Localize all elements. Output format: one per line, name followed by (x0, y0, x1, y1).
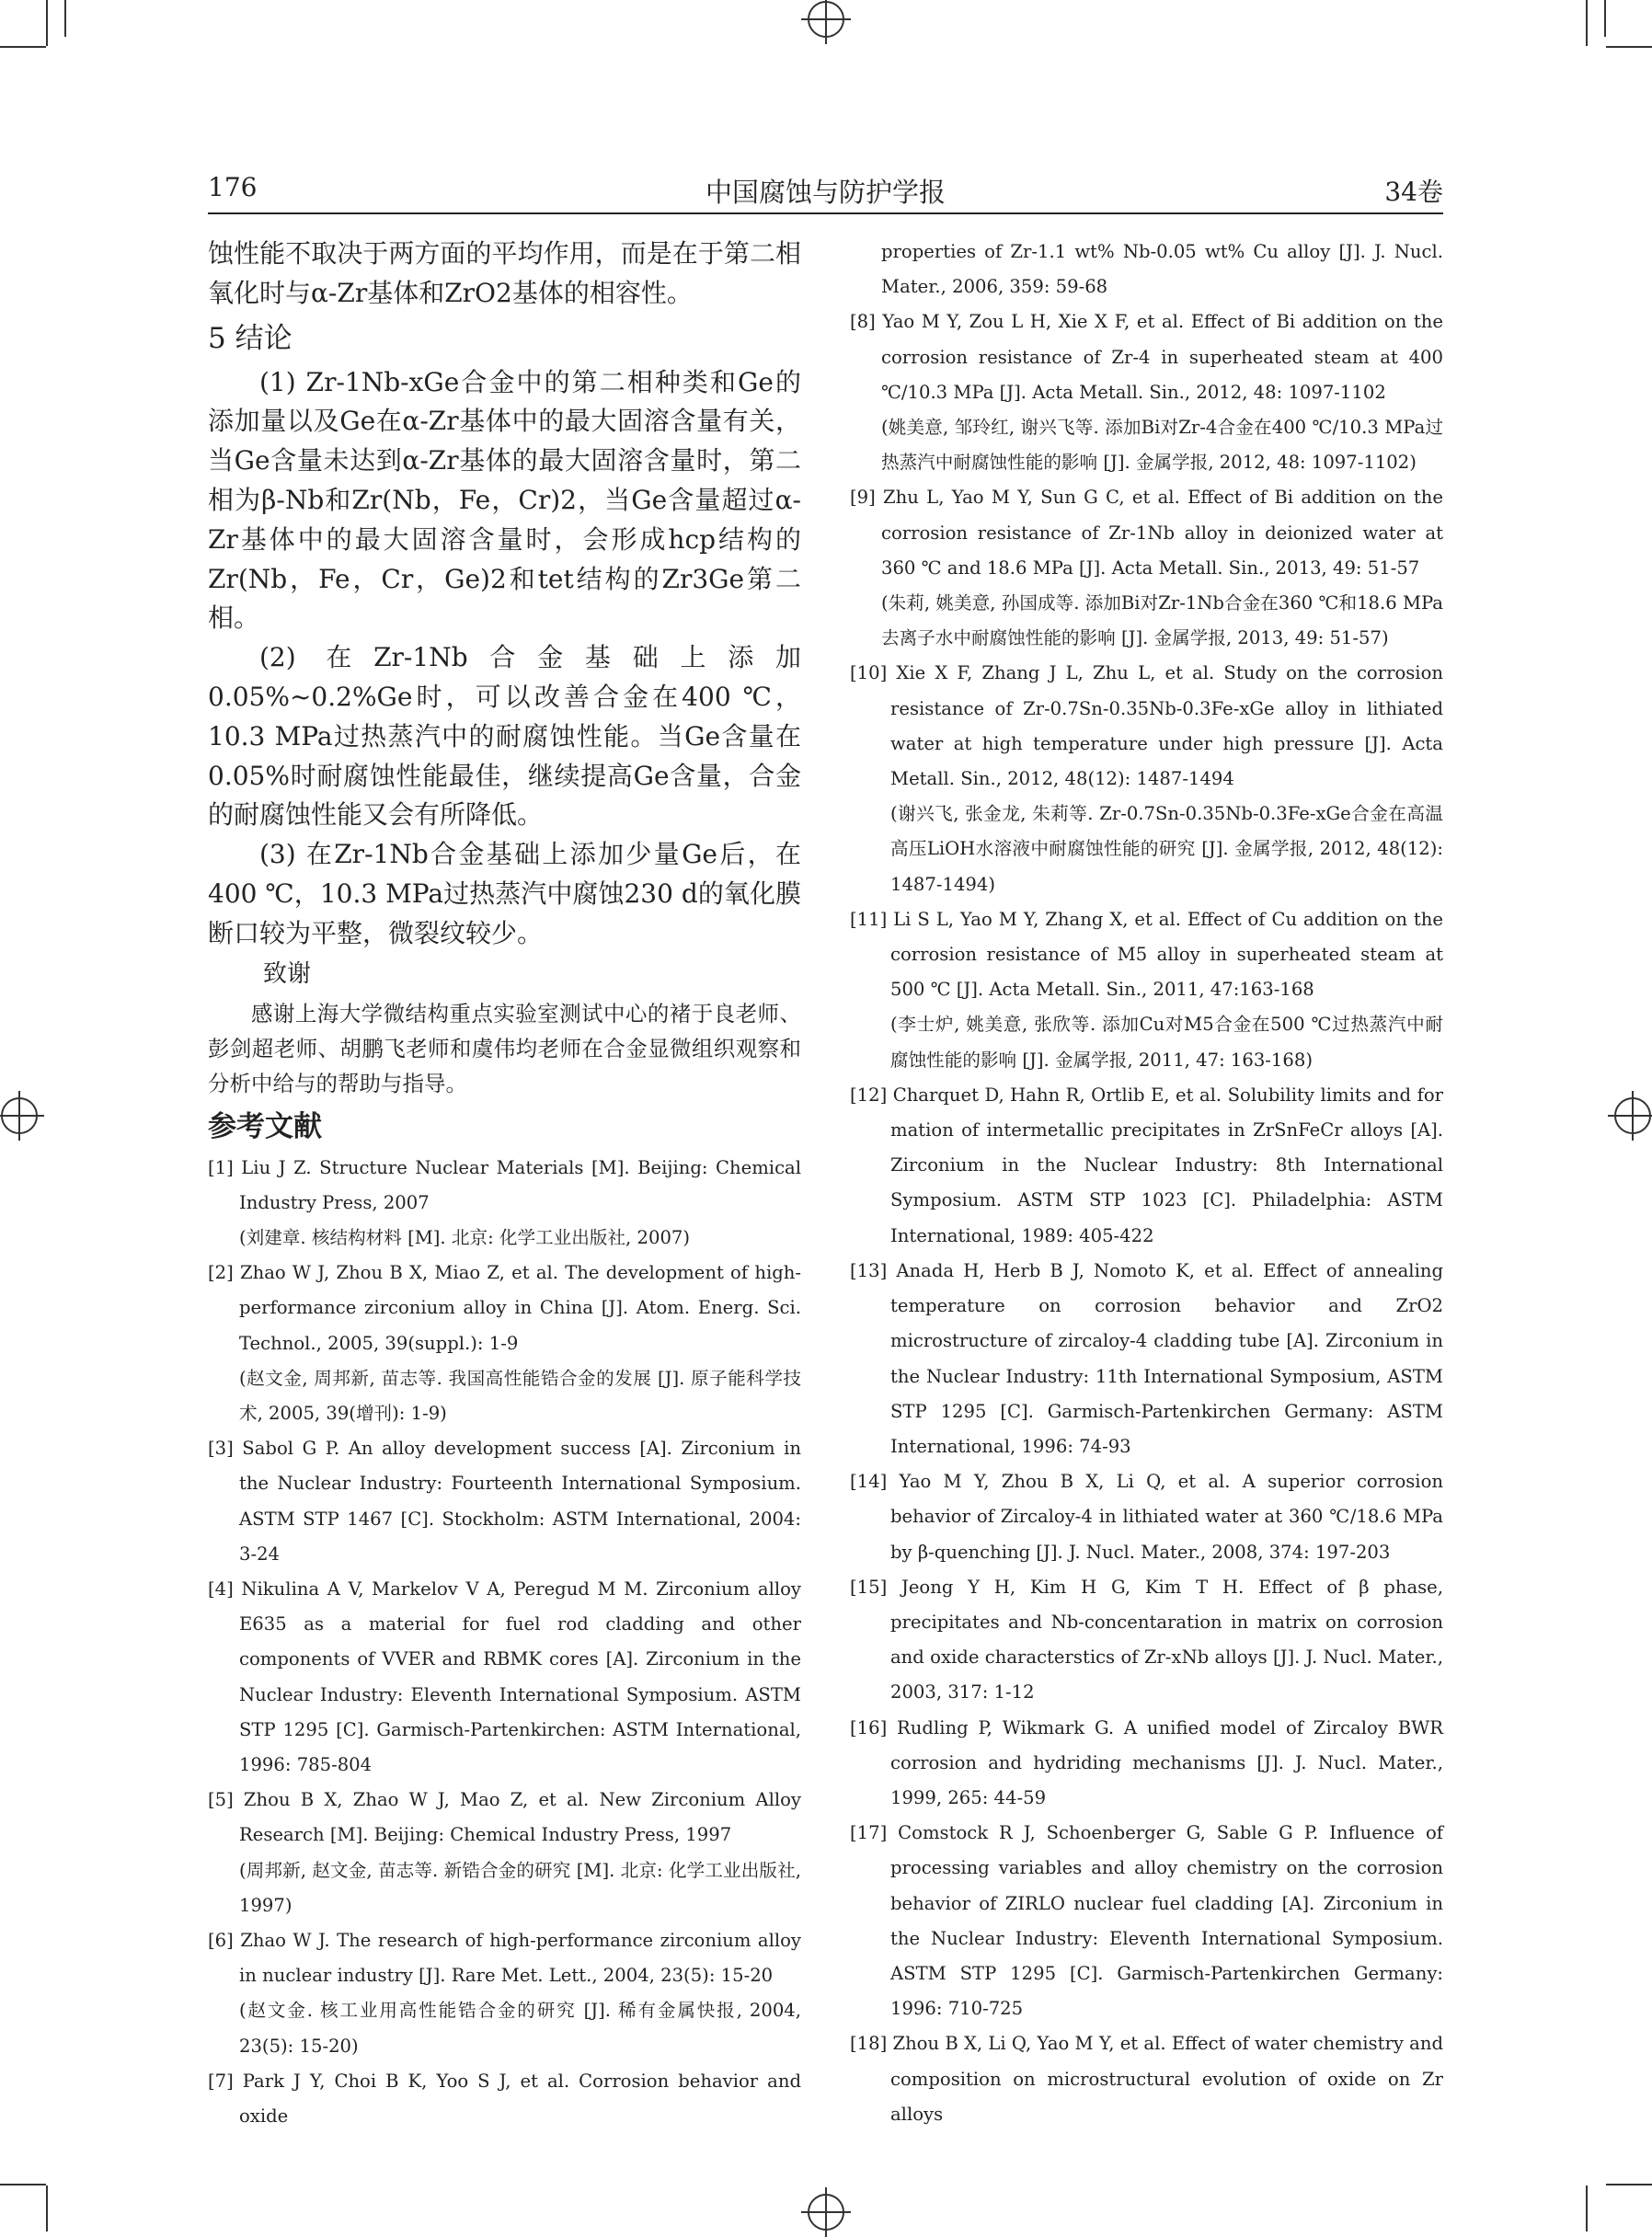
reference-item: [15] Jeong Y H, Kim H G, Kim T H. Effect of β phase, precipitates and Nb-concentaration in matrix on corrosion and oxide characterstics of Zr-xNb alloys [J]. J. Nucl. Mater., 2003, 317: 1-12 (850, 1576, 1443, 1704)
registration-mark-icon (1608, 1091, 1652, 1141)
running-header (208, 168, 1443, 214)
reference-item: [2] Zhao W J, Zhou B X, Miao Z, et al. The development of high-performance zirconium alloy in China [J]. Atom. Energ. Sci. Technol., 2005, 39(suppl.): 1-9 (赵文金, 周邦新, 苗志等. 我国高性能锆合金的发展 [J]. 原子能科学技术, 2005, 39(增刊): 1-9) (208, 1262, 801, 1424)
crop-mark (1606, 2184, 1652, 2185)
conclusion-item: (1) Zr-1Nb-xGe合金中的第二相种类和Ge的添加量以及Ge在α-Zr基体中的最大固溶含量有关，当Ge含量未达到α-Zr基体的最大固溶含量时，第二相为β-Nb和Zr(Nb，Fe，Cr)2，当Ge含量超过α-Zr基体中的最大固溶含量时，会形成hcp结构的Zr(Nb，Fe，Cr，Ge)2和tet结构的Zr3Ge第二相。 (208, 366, 801, 634)
registration-mark-icon (801, 2187, 851, 2237)
crop-mark (46, 0, 48, 46)
intro-paragraph: 蚀性能不取决于两方面的平均作用，而是在于第二相氧化时与α-Zr基体和ZrO2基体的相容性。 (208, 238, 801, 308)
reference-item: [16] Rudling P, Wikmark G. A unified model of Zircaloy BWR corrosion and hydriding mechanisms [J]. J. Nucl. Mater., 1999, 265: 44-59 (850, 1716, 1443, 1808)
page-number: 176 (208, 172, 258, 202)
left-column (208, 235, 801, 2134)
reference-item: [12] Charquet D, Hahn R, Ortlib E, et al. Solubility limits and for mation of intermetallic precipitates in ZrSnFeCr alloys [A]. Zirconium in the Nuclear Industry: 8th International Symposium. ASTM STP 1023 [C]. Philadelphia: ASTM International, 1989: 405-422 (850, 1084, 1443, 1246)
reference-item: [7] Park J Y, Choi B K, Yoo S J, et al. Corrosion behavior and oxide (208, 2070, 801, 2128)
crop-mark (46, 2185, 48, 2231)
reference-item: [4] Nikulina A V, Markelov V A, Peregud M M. Zirconium alloy E635 as a material for fuel rod cladding and other components of VVER and RBMK cores [A]. Zirconium in the Nuclear Industry: Eleventh International Symposium. ASTM STP 1295 [C]. Garmisch-Partenkirchen: ASTM International, 1996: 785-804 (208, 1577, 801, 1775)
reference-item: [6] Zhao W J. The research of high-performance zirconium alloy in nuclear industry [J]. Rare Met. Lett., 2004, 23(5): 15-20 (赵文金. 核工业用高性能锆合金的研究 [J]. 稀有金属快报, 2004, 23(5): 15-20) (208, 1930, 801, 2057)
reference-item: [1] Liu J Z. Structure Nuclear Materials [M]. Beijing: Chemical Industry Press, 2007 (刘建章. 核结构材料 [M]. 北京: 化学工业出版社, 2007) (208, 1156, 801, 1248)
crop-mark (64, 0, 66, 37)
crop-mark (1606, 46, 1652, 48)
registration-mark-icon (0, 1091, 44, 1141)
registration-mark-icon (801, 0, 851, 44)
volume-label: 34卷 (1384, 177, 1443, 207)
reference-item: [13] Anada H, Herb B J, Nomoto K, et al. Effect of annealing temperature on corrosion behavior and ZrO2 microstructure of zircaloy-4 cladding tube [A]. Zirconium in the Nuclear Industry: 11th International Symposium, ASTM STP 1295 [C]. Garmisch-Partenkirchen Germany: ASTM International, 1996: 74-93 (850, 1259, 1443, 1457)
crop-mark (0, 46, 46, 48)
reference-item: [14] Yao M Y, Zhou B X, Li Q, et al. A superior corrosion behavior of Zircaloy-4 in lithiated water at 360 ℃/18.6 MPa by β-quenching [J]. J. Nucl. Mater., 2008, 374: 197-203 (850, 1471, 1443, 1563)
references-heading: 参考文献 (208, 1109, 322, 1143)
journal-title: 中国腐蚀与防护学报 (705, 177, 946, 208)
reference-item: [11] Li S L, Yao M Y, Zhang X, et al. Effect of Cu addition on the corrosion resistance of M5 alloy in superheated steam at 500 ℃ [J]. Acta Metall. Sin., 2011, 47:163-168 (李士炉, 姚美意, 张欣等. 添加Cu对M5合金在500 ℃过热蒸汽中耐腐蚀性能的影响 [J]. 金属学报, 2011, 47: 163-168) (850, 908, 1443, 1071)
crop-mark (1604, 0, 1606, 37)
crop-mark (0, 2184, 46, 2185)
reference-item: [10] Xie X F, Zhang J L, Zhu L, et al. Study on the corrosion resistance of Zr-0.7Sn-0.35Nb-0.3Fe-xGe alloy in lithiated water at high temperature under high pressure [J]. Acta Metall. Sin., 2012, 48(12): 1487-1494 (谢兴飞, 张金龙, 朱莉等. Zr-0.7Sn-0.35Nb-0.3Fe-xGe合金在高温高压LiOH水溶液中耐腐蚀性能的研究 [J]. 金属学报, 2012, 48(12): 1487-1494) (850, 662, 1443, 895)
right-column (850, 235, 1443, 2132)
conclusion-item: (3) 在Zr-1Nb合金基础上添加少量Ge后，在400 ℃，10.3 MPa过热蒸汽中腐蚀230 d的氧化膜断口较为平整，微裂纹较少。 (208, 839, 801, 948)
reference-continuation: properties of Zr-1.1 wt% Nb-0.05 wt% Cu alloy [J]. J. Nucl. Mater., 2006, 359: 59-68 (881, 241, 1443, 298)
crop-mark (1586, 0, 1588, 46)
reference-item: [17] Comstock R J, Schoenberger G, Sable G P. Influence of processing variables and alloy chemistry on the corrosion behavior of ZIRLO nuclear fuel cladding [A]. Zirconium in the Nuclear Industry: Eleventh International Symposium. ASTM STP 1295 [C]. Garmisch-Partenkirchen Germany: 1996: 710-725 (850, 1822, 1443, 2020)
reference-item: [18] Zhou B X, Li Q, Yao M Y, et al. Effect of water chemistry and composition on microstructural evolution of oxide on Zr alloys (850, 2033, 1443, 2125)
reference-item: [3] Sabol G P. An alloy development success [A]. Zirconium in the Nuclear Industry: Fourteenth International Symposium. ASTM STP 1467 [C]. Stockholm: ASTM International, 2004: 3-24 (208, 1438, 801, 1565)
acknowledgement-heading: 致谢 (263, 959, 312, 988)
acknowledgement-text: 感谢上海大学微结构重点实验室测试中心的褚于良老师、彭剑超老师、胡鹏飞老师和虞伟均老师在合金显微组织观察和分析中给与的帮助与指导。 (208, 1000, 801, 1096)
crop-mark (1586, 2185, 1588, 2231)
conclusion-item: (2) 在Zr-1Nb合金基础上添加0.05%~0.2%Ge时，可以改善合金在400 ℃，10.3 MPa过热蒸汽中的耐腐蚀性能。当Ge含量在0.05%时耐腐蚀性能最佳，继续提高Ge含量，合金的耐腐蚀性能又会有所降低。 (208, 642, 801, 831)
reference-item: [9] Zhu L, Yao M Y, Sun G C, et al. Effect of Bi addition on the corrosion resistance of Zr-1Nb alloy in deionized water at 360 ℃ and 18.6 MPa [J]. Acta Metall. Sin., 2013, 49: 51-57 (朱莉, 姚美意, 孙国成等. 添加Bi对Zr-1Nb合金在360 ℃和18.6 MPa去离子水中耐腐蚀性能的影响 [J]. 金属学报, 2013, 49: 51-57) (850, 487, 1443, 649)
reference-item: [5] Zhou B X, Zhao W J, Mao Z, et al. New Zirconium Alloy Research [M]. Beijing: Chemical Industry Press, 1997 (周邦新, 赵文金, 苗志等. 新锆合金的研究 [M]. 北京: 化学工业出版社, 1997) (208, 1789, 801, 1916)
reference-item: [8] Yao M Y, Zou L H, Xie X F, et al. Effect of Bi addition on the corrosion resistance of Zr-4 in superheated steam at 400 ℃/10.3 MPa [J]. Acta Metall. Sin., 2012, 48: 1097-1102 (姚美意, 邹玲红, 谢兴飞等. 添加Bi对Zr-4合金在400 ℃/10.3 MPa过热蒸汽中耐腐蚀性能的影响 [J]. 金属学报, 2012, 48: 1097-1102) (850, 311, 1443, 474)
conclusion-heading: 5 结论 (208, 321, 293, 355)
